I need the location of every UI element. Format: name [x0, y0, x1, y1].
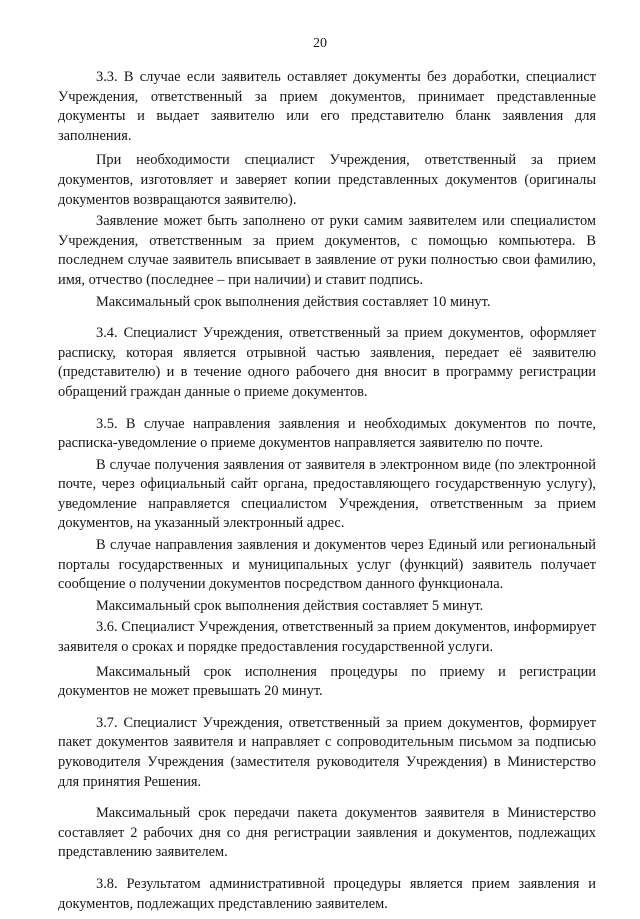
- document-body: [58, 68, 596, 919]
- paragraph-3-6: 3.6. Специалист Учреждения, ответственный за прием документов, информирует заявителя о сроках и порядке предоставления государственной услуги.: [58, 619, 596, 656]
- paragraph-electronic: В случае получения заявления от заявителя в электронном виде (по электронной почте, через официальный сайт органа, предоставляющего государственную услугу), уведомление направляется специалистом Учреждения, ответственным за прием документов, на указанный электронный адрес.: [58, 456, 596, 532]
- paragraph-copies: При необходимости специалист Учреждения, ответственный за прием документов, изготовляет и заверяет копии представленных документов (оригиналы документов возвращаются заявителю).: [58, 152, 596, 208]
- paragraph-filling: Заявление может быть заполнено от руки самим заявителем или специалистом Учреждения, ответственным за прием документов, с помощью компьютера. В последнем случае заявитель вписывает в заявление от руки полностью свои фамилию, имя, отчество (последнее – при наличии) и ставит подпись.: [58, 213, 596, 288]
- page-number: 20: [313, 36, 327, 51]
- paragraph-transfer-time: Максимальный срок передачи пакета документов заявителя в Министерство составляет 2 рабочих дня со дня регистрации заявления и документов, подлежащих представлению заявителем.: [58, 805, 596, 861]
- paragraph-max-time-10: Максимальный срок выполнения действия составляет 10 минут.: [96, 293, 491, 310]
- paragraph-max-time-5: Максимальный срок выполнения действия составляет 5 минут.: [96, 597, 484, 614]
- paragraph-3-8: 3.8. Результатом административной процедуры является прием заявления и документов, подлежащих представлению заявителем.: [58, 875, 596, 912]
- paragraph-3-4: 3.4. Специалист Учреждения, ответственный за прием документов, оформляет расписку, которая является отрывной частью заявления, передает её заявителю (представителю) и в течение одного рабочего дня вносит в программу регистрации обращений граждан данные о приеме документов.: [58, 325, 596, 400]
- paragraph-3-3: 3.3. В случае если заявитель оставляет документы без доработки, специалист Учреждения, ответственный за прием документов, принимает представленные документы и выдает заявителю или его представителю бланк заявления для заполнения.: [58, 69, 596, 144]
- paragraph-max-time-20: Максимальный срок исполнения процедуры по приему и регистрации документов не может превышать 20 минут.: [58, 663, 596, 700]
- paragraph-portal: В случае направления заявления и документов через Единый или региональный порталы государственных и муниципальных услуг (функций) заявитель получает сообщение о получении документов посредством данного функционала.: [58, 537, 596, 593]
- paragraph-3-5: 3.5. В случае направления заявления и необходимых документов по почте, расписка-уведомление о приеме документов направляется заявителю по почте.: [58, 415, 596, 452]
- paragraph-3-7: 3.7. Специалист Учреждения, ответственный за прием документов, формирует пакет документов заявителя и направляет с сопроводительным письмом за подписью руководителя Учреждения (заместителя руководителя Учреждения) в Министерство для принятия Решения.: [58, 714, 596, 790]
